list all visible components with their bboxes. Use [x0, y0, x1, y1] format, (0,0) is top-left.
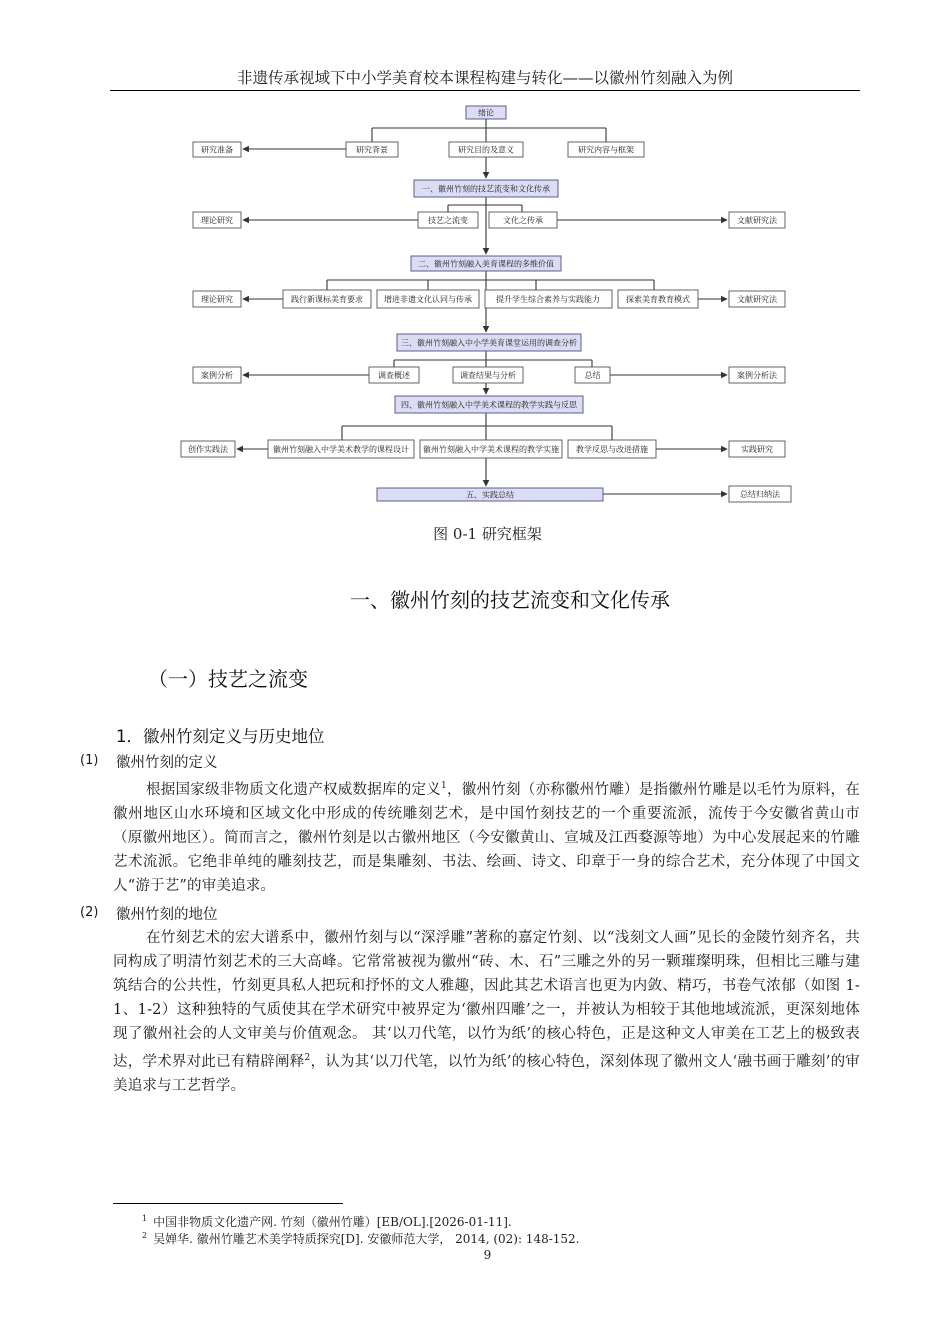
- flow-node-literature-1: [729, 212, 785, 228]
- flow-node-label: 徽州竹刻融入中学美术教学的课程设计: [273, 445, 409, 454]
- research-framework-flowchart: [0, 0, 950, 520]
- flow-node-label: 三、徽州竹刻融入中小学美育课堂运用的调查分析: [401, 338, 577, 348]
- item-1-title: 徽州竹刻的定义: [116, 755, 218, 771]
- flow-node-label: 践行新课标美育要求: [291, 295, 363, 304]
- flow-node-label: 文献研究法: [737, 295, 777, 304]
- flow-node-survey-overview: [369, 367, 419, 383]
- flow-node-label: 二、徽州竹刻融入美育课程的多维价值: [418, 259, 554, 269]
- flow-node-root: [466, 106, 506, 119]
- flow-node-section-5: [377, 488, 603, 501]
- flow-node-section-2: [411, 256, 561, 271]
- flow-node-label: 研究背景: [356, 145, 388, 155]
- flow-node-theory-1: [193, 212, 241, 228]
- flow-node-course-design: [268, 440, 414, 458]
- flow-node-label: 一、徽州竹刻的技艺流变和文化传承: [422, 184, 550, 194]
- flow-node-label: 研究目的及意义: [458, 145, 514, 155]
- chapter-title: 一、徽州竹刻的技艺流变和文化传承: [350, 588, 670, 612]
- flow-node-content: [568, 142, 644, 157]
- flow-node-value-2: [377, 290, 479, 308]
- flow-node-label: 探索美育教育模式: [626, 295, 690, 304]
- flow-node-craft-evolution: [418, 212, 478, 228]
- flow-node-research-prep: [193, 142, 241, 157]
- flow-node-label: 徽州竹刻融入中学美术课程的教学实施: [423, 445, 559, 454]
- flow-node-label: 调查结果与分析: [460, 371, 516, 380]
- flow-node-label: 四、徽州竹刻融入中学美术课程的教学实践与反思: [401, 400, 577, 410]
- flow-node-label: 创作实践法: [188, 445, 228, 454]
- flow-node-label: 总结归纳法: [740, 490, 780, 499]
- paragraph-definition: 根据国家级非物质文化遗产权威数据库的定义$^1$，徽州竹刻（亦称徽州竹雕）是指徽州竹雕是以毛竹为原料，在徽州地区山水环境和区域文化中形成的传统雕刻艺术，是中国竹刻技艺的一个重要流派，流传于今安徽省黄山市（原徽州地区）。简而言之，徽州竹刻是以古徽州地区（今安徽黄山、宣城及江西婺源等地）为中心发展起来的竹雕艺术流派。它绝非单纯的雕刻技艺，而是集雕刻、书法、绘画、诗文、印章于一身的综合艺术，充分体现了中国文人“游于艺”的审美追求。: [113, 781, 860, 894]
- flow-node-value-3: [485, 290, 612, 308]
- flow-node-label: 增进非遗文化认同与传承: [384, 295, 472, 304]
- flow-node-label: 理论研究: [201, 216, 233, 225]
- flow-node-label: 文化之传承: [503, 216, 543, 225]
- flow-node-label: 总结: [584, 371, 601, 380]
- flow-node-value-1: [283, 290, 371, 308]
- flow-node-section-3: [397, 334, 581, 351]
- flow-node-label: 教学反思与改进措施: [576, 445, 648, 454]
- paragraph-status: 在竹刻艺术的宏大谱系中，徽州竹刻与以“深浮雕”著称的嘉定竹刻、以“浅刻文人画”见长的金陵竹刻齐名，共同构成了明清竹刻艺术的三大高峰。它常常被视为徽州“砖、木、石”三雕之外的另一颗璀璨明珠，但相比三雕与建筑结合的公共性，竹刻更具私人把玩和抒怀的文人雅趣，因此其艺术语言也更为内敛、精巧，书卷气浓郁（如图 1-1、1-2）这种独特的气质使其在学术研究中被界定为‘徽州四雕’之一，并被认为相较于其他地域流派，更深刻地体现了徽州社会的人文审美与价值观念。 其‘以刀代笔，以竹为纸’的核心特色，正是这种文人审美在工艺上的极致表达，学术界对此已有精辟阐释$^2$，认为其‘以刀代笔，以竹为纸’的核心特色，深刻体现了徽州文人‘融书画于雕刻’的审美追求与工艺哲学。: [113, 930, 860, 1094]
- flow-node-case-analysis: [193, 367, 241, 383]
- flow-node-purpose: [449, 142, 523, 157]
- flow-node-value-4: [618, 290, 698, 308]
- flow-node-label: 文献研究法: [737, 216, 777, 225]
- flow-node-label: 研究内容与框架: [578, 145, 634, 155]
- flow-node-teaching-implementation: [420, 440, 562, 458]
- flow-node-label: 案例分析: [201, 371, 233, 380]
- footnote-1: $^1$ 中国非物质文化遗产网. 竹刻（徽州竹雕）[EB/OL].[2026-01-11].: [142, 1214, 512, 1229]
- flow-node-label: 案例分析法: [737, 371, 777, 380]
- flow-node-practice-research: [729, 441, 785, 457]
- flow-node-reflection: [568, 440, 656, 458]
- figure-caption: 图 0-1 研究框架: [433, 525, 542, 543]
- item-2-number: (2): [80, 905, 99, 920]
- flow-node-label: 技艺之流变: [428, 216, 468, 225]
- flow-node-literature-2: [729, 291, 785, 307]
- footnote-ref-1: 1: [441, 781, 447, 791]
- flow-node-label: 研究准备: [201, 145, 233, 155]
- flow-node-culture-heritage: [489, 212, 557, 228]
- section-title: （一）技艺之流变: [148, 667, 308, 691]
- flow-node-section-4: [395, 396, 583, 413]
- flow-node-background: [346, 142, 398, 157]
- flow-node-survey-results: [453, 367, 523, 383]
- footnote-2: $^2$ 吴婵华. 徽州竹雕艺术美学特质探究[D]. 安徽师范大学， 2014, (02): 148-152.: [142, 1231, 580, 1246]
- item-2-title: 徽州竹刻的地位: [116, 907, 218, 923]
- footnote-ref-2: 2: [304, 1053, 311, 1063]
- flow-node-case-method: [729, 367, 785, 383]
- flow-node-label: 实践研究: [741, 445, 773, 454]
- flow-node-section-1: [414, 180, 558, 197]
- footnote-divider: [113, 1203, 343, 1204]
- flow-node-summary-method: [729, 486, 791, 502]
- subsection-title: 1．徽州竹刻定义与历史地位: [116, 727, 325, 746]
- flow-node-creative-practice: [181, 441, 235, 457]
- page-number: 9: [483, 1248, 492, 1262]
- flow-node-label: 调查概述: [378, 371, 410, 380]
- flow-node-label: 提升学生综合素养与实践能力: [496, 295, 600, 304]
- flow-node-label: 绪论: [478, 108, 494, 118]
- flow-node-summary: [575, 367, 610, 383]
- flow-node-theory-2: [193, 291, 241, 307]
- flow-node-label: 五、实践总结: [466, 490, 514, 500]
- flow-node-label: 理论研究: [201, 295, 233, 304]
- item-1-number: (1): [80, 753, 99, 768]
- running-header: 非遗传承视域下中小学美育校本课程构建与转化——以徽州竹刻融入为例: [110, 66, 860, 91]
